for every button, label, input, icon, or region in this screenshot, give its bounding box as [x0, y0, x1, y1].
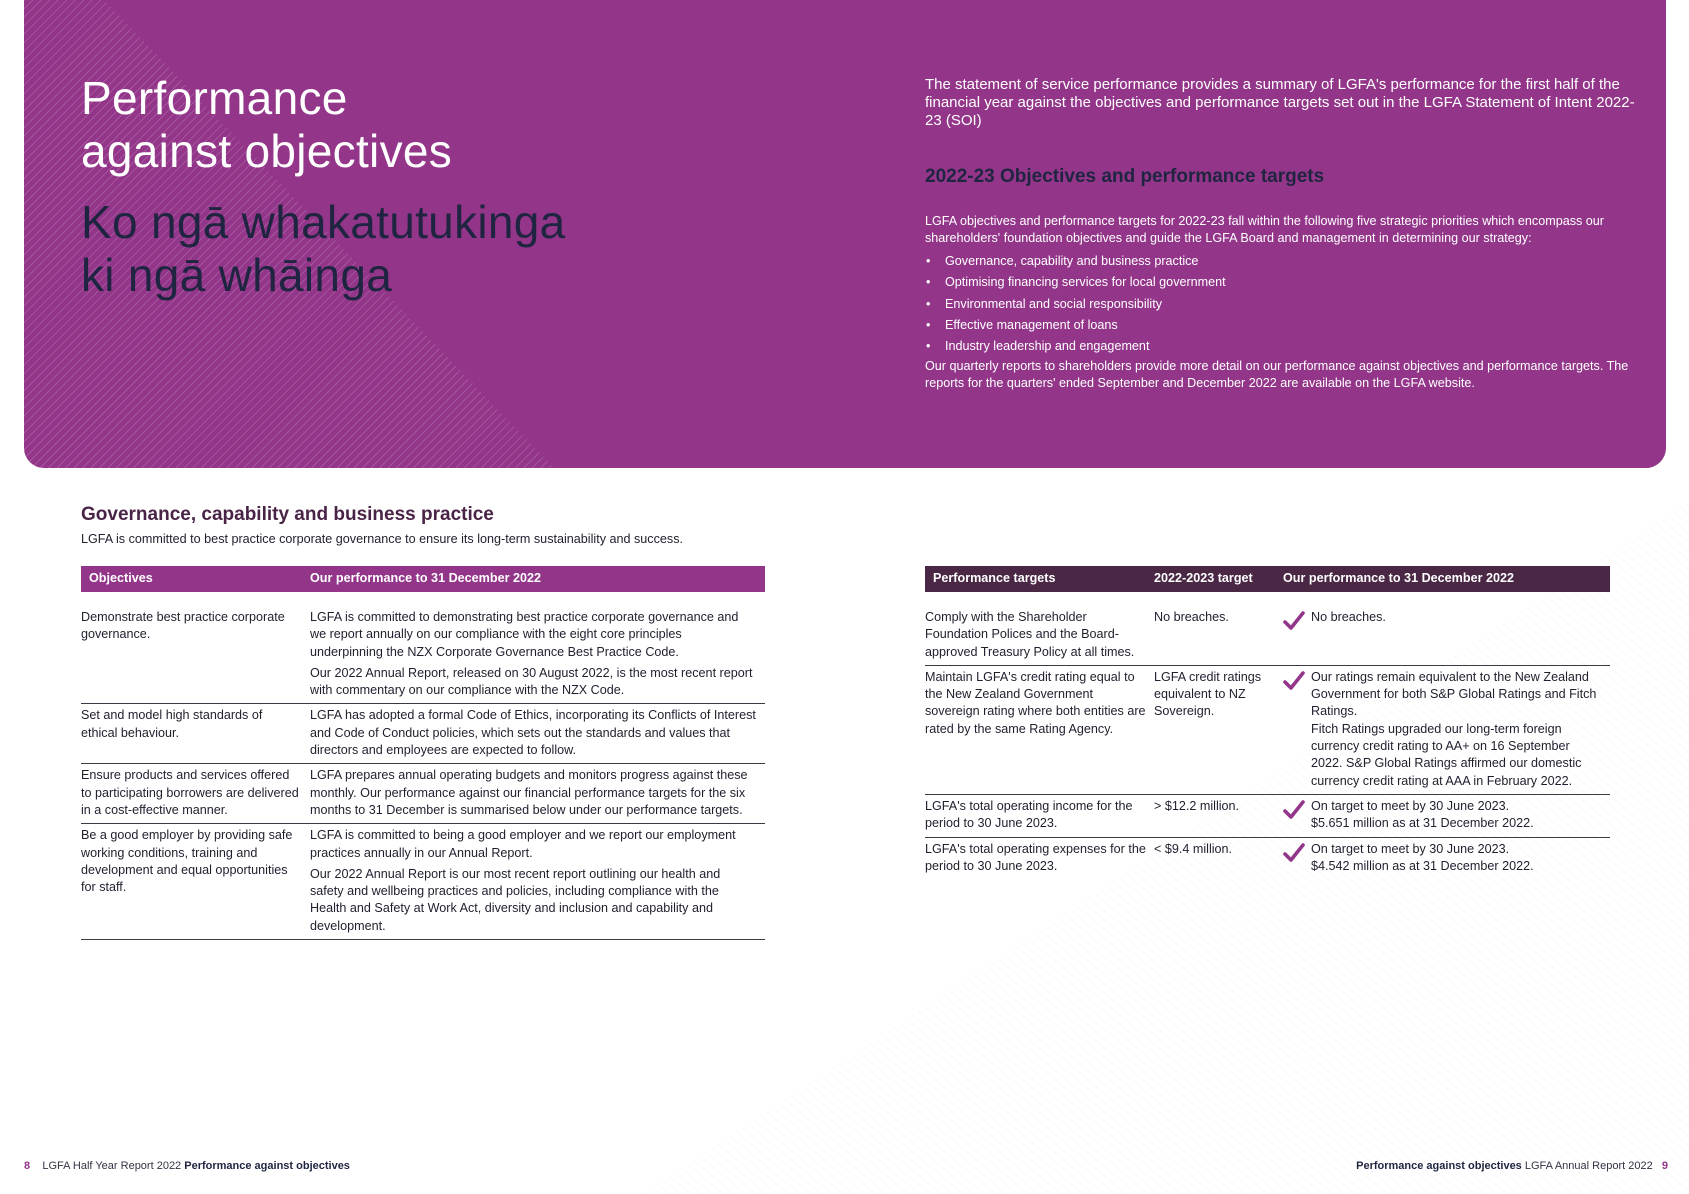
table-row — [81, 704, 765, 764]
target-cell: LGFA's total operating expenses for the period to 30 June 2023. — [925, 841, 1146, 873]
section-subtitle: LGFA is committed to best practice corporate governance to ensure its long-term sustainability and success. — [81, 532, 683, 546]
target-cell: Maintain LGFA's credit rating equal to the New Zealand Government sovereign rating where both entities are rated by the same Rating Agency. — [925, 669, 1146, 736]
priority-item: • Industry leadership and engagement — [925, 336, 1645, 357]
bullet-icon: • — [926, 317, 931, 332]
section-name: Performance against objectives — [1356, 1160, 1522, 1172]
target-value-cell: No breaches. — [1154, 610, 1229, 624]
bullet-icon: • — [926, 339, 931, 354]
report-name: LGFA Half Year Report 2022 — [42, 1160, 182, 1172]
performance-cell: On target to meet by 30 June 2023. $5.651 million as at 31 December 2022. — [1283, 798, 1610, 833]
table-row — [925, 838, 1610, 880]
page-number: 8 — [24, 1160, 31, 1172]
table-header — [925, 566, 1610, 592]
footer-left — [24, 1160, 350, 1172]
table-row — [81, 606, 765, 704]
bullet-icon: • — [926, 296, 931, 311]
table-row — [925, 795, 1610, 838]
target-value-cell: < $9.4 million. — [1154, 841, 1233, 856]
column-header: Performance targets — [933, 571, 1056, 586]
report-name: LGFA Annual Report 2022 — [1524, 1160, 1653, 1172]
priorities-intro: LGFA objectives and performance targets for 2022-23 fall within the following five strategic priorities which encompass our shareholders' foundation objectives and guide the LGFA Board and management in determining our strategy: — [925, 214, 1605, 246]
performance-cell: No breaches. — [1283, 609, 1610, 661]
quarterly-reports-paragraph: Our quarterly reports to shareholders provide more detail on our performance against objectives and performance targets. The reports for the quarters' ended September and December 2022 are available on the LGFA website. — [925, 358, 1629, 391]
target-cell: LGFA's total operating income for the period to 30 June 2023. — [925, 798, 1133, 831]
intro-paragraph: The statement of service performance provides a summary of LGFA's performance for the first half of the financial year against the objectives and performance targets set out in the LGFA Statement of Intent 2022-23 (SOI) — [925, 76, 1635, 129]
performance-cell: LGFA prepares annual operating budgets and monitors progress against these monthly. Our performance against our financial performance targets for the six months to 31 December is summarised below under our performance targets. — [310, 768, 748, 817]
page-number: 9 — [1661, 1160, 1668, 1172]
footer-right — [1356, 1160, 1668, 1172]
performance-cell: Our ratings remain equivalent to the New Zealand Government for both S&P Global Ratings and Fitch Ratings. Fitch Ratings upgraded our long-term foreign currency credit rating to AA+ on 16 September 2022. S&P Global Ratings affirmed our domestic currency credit rating at AAA in February 2022. — [1283, 669, 1610, 790]
table-row — [925, 666, 1610, 795]
check-icon — [1283, 611, 1305, 631]
objective-cell: Ensure products and services offered to participating borrowers are delivered in a cost-effective manner. — [81, 768, 299, 817]
performance-cell: LGFA is committed to being a good employer and we report our employment practices annually in our Annual Report. Our 2022 Annual Report is our most recent report outlining our health and safety and wellbeing practices and policies, including compliance with the Health and Safety at Work Act, diversity and inclusion and capability and development. — [310, 828, 736, 933]
banner-intro-column — [925, 76, 1645, 393]
page-title-maori: Ko ngā whakatutukinga ki ngā whāinga — [81, 196, 566, 301]
table-row — [81, 764, 765, 824]
priority-item: • Environmental and social responsibility — [925, 294, 1645, 315]
objective-cell: Demonstrate best practice corporate governance. — [81, 610, 285, 642]
target-value-cell: LGFA credit ratings equivalent to NZ Sovereign. — [1154, 669, 1262, 719]
section-heading: Governance, capability and business practice — [81, 504, 494, 525]
objective-cell: Be a good employer by providing safe working conditions, training and development and equal opportunities for staff. — [81, 828, 293, 895]
hero-banner — [24, 0, 1666, 468]
objectives-heading: 2022-23 Objectives and performance targets — [925, 166, 1325, 187]
check-icon — [1283, 843, 1305, 863]
priority-list — [925, 251, 1645, 358]
objectives-table — [81, 566, 765, 940]
target-cell: Comply with the Shareholder Foundation Polices and the Board-approved Treasury Policy at all times. — [925, 610, 1135, 659]
check-icon — [1283, 800, 1305, 820]
priority-item: • Effective management of loans — [925, 315, 1645, 336]
column-header: 2022-2023 target — [1154, 571, 1253, 586]
performance-cell: LGFA is committed to demonstrating best practice corporate governance and we report annually on our compliance with the eight core principles underpinning the NZX Corporate Governance Best Practice Code. Our 2022 Annual Report, released on 30 August 2022, is the most recent report with commentary on our compliance with the NZX Code. — [310, 610, 753, 698]
page-title-english: Performance against objectives — [81, 72, 453, 177]
column-header: Our performance to 31 December 2022 — [1283, 571, 1514, 586]
performance-cell: LGFA has adopted a formal Code of Ethics, incorporating its Conflicts of Interest and Code of Conduct policies, which sets out the standards and values that directors and employees are expected to follow. — [310, 708, 756, 758]
bullet-icon: • — [926, 253, 931, 268]
priority-item: • Optimising financing services for local government — [925, 272, 1645, 293]
table-row — [925, 606, 1610, 666]
target-value-cell: > $12.2 million. — [1154, 798, 1240, 813]
objective-cell: Set and model high standards of ethical behaviour. — [81, 708, 263, 740]
column-header: Objectives — [89, 571, 153, 586]
priority-item: • Governance, capability and business practice — [925, 251, 1645, 272]
check-icon — [1283, 671, 1305, 691]
performance-cell: On target to meet by 30 June 2023. $4.542 million as at 31 December 2022. — [1283, 841, 1610, 876]
section-name: Performance against objectives — [184, 1160, 350, 1172]
performance-targets-table — [925, 566, 1610, 879]
bullet-icon: • — [926, 275, 931, 290]
column-header: Our performance to 31 December 2022 — [310, 571, 541, 586]
table-header — [81, 566, 765, 592]
table-row — [81, 824, 765, 940]
